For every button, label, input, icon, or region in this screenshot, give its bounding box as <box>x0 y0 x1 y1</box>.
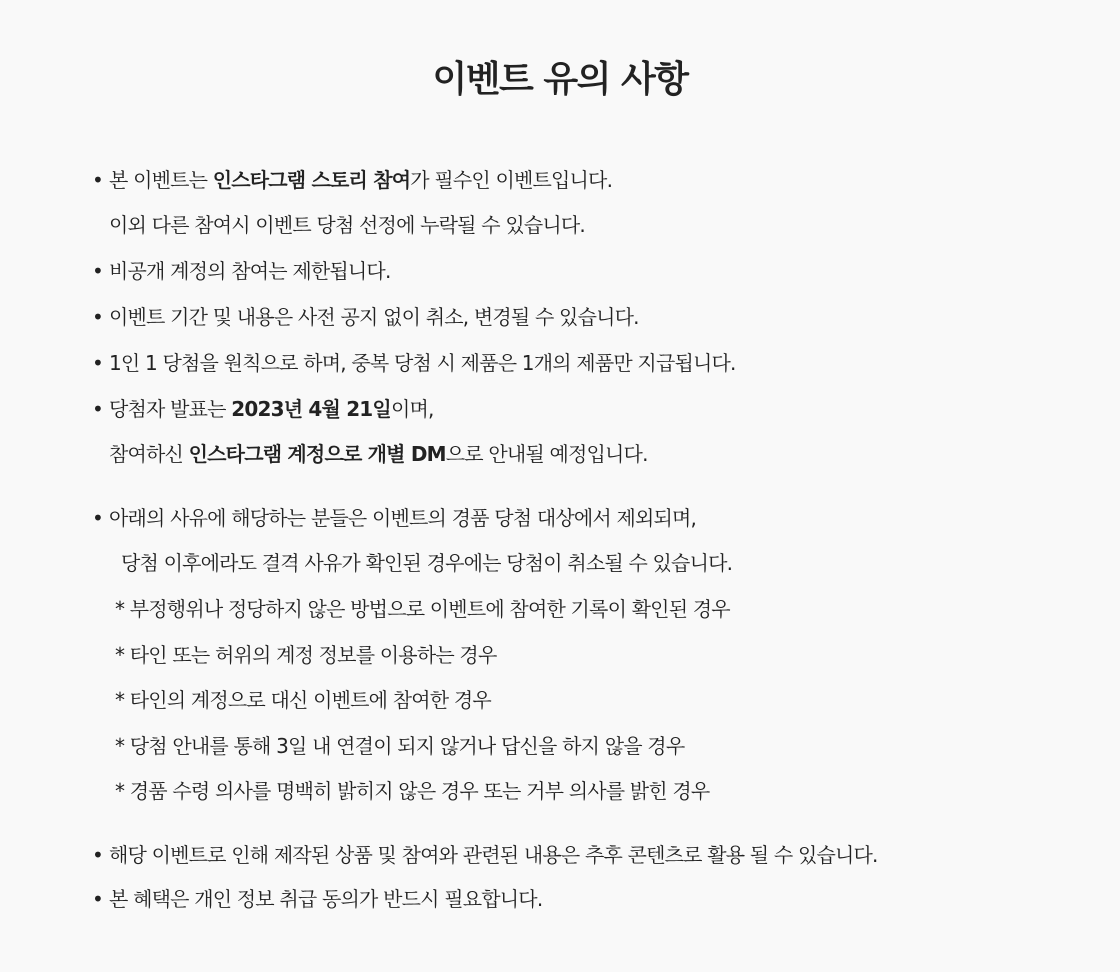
notice-item-story-required: • 본 이벤트는 인스타그램 스토리 참여가 필수인 이벤트입니다. <box>92 157 1102 203</box>
notice-item-one-per-person: • 1인 1 당첨을 원칙으로 하며, 중복 당첨 시 제품은 1개의 제품만 지급됩니다. <box>92 340 1102 386</box>
bullet: • <box>92 506 104 530</box>
notice-item-disqualification-cont: 당첨 이후에라도 결격 사유가 확인된 경우에는 당첨이 취소될 수 있습니다. <box>121 551 733 575</box>
bullet: • <box>92 168 104 192</box>
notice-item-disqualification: • 아래의 사유에 해당하는 분들은 이벤트의 경품 당첨 대상에서 제외되며, <box>92 495 1102 541</box>
bullet: • <box>92 351 104 375</box>
highlight-date: 2023년 4월 21일 <box>231 397 391 421</box>
disqualification-reason: * 부정행위나 정당하지 않은 방법으로 이벤트에 참여한 기록이 확인된 경우 <box>115 597 730 621</box>
disqualification-reason: * 타인의 계정으로 대신 이벤트에 참여한 경우 <box>115 688 491 712</box>
disqualification-reason: * 경품 수령 의사를 명백히 밝히지 않은 경우 또는 거부 의사를 밝힌 경우 <box>115 779 710 803</box>
notice-item-schedule-change: • 이벤트 기간 및 내용은 사전 공지 없이 취소, 변경될 수 있습니다. <box>92 294 1102 340</box>
notice-item-winner-announcement-cont: 참여하신 인스타그램 계정으로 개별 DM으로 안내될 예정입니다. <box>109 442 648 466</box>
bullet: • <box>92 259 104 283</box>
highlight-story: 인스타그램 스토리 참여 <box>212 168 411 192</box>
notice-item-privacy-consent: • 본 혜택은 개인 정보 취급 동의가 반드시 필요합니다. <box>92 876 1102 922</box>
page-title: 이벤트 유의 사항 <box>432 59 688 100</box>
notice-item-private-account: • 비공개 계정의 참여는 제한됩니다. <box>92 248 1102 294</box>
notice-item-winner-announcement: • 당첨자 발표는 2023년 4월 21일이며, <box>92 386 1102 432</box>
bullet: • <box>92 397 104 421</box>
bullet: • <box>92 843 104 867</box>
disqualification-reason: * 타인 또는 허위의 계정 정보를 이용하는 경우 <box>115 643 497 667</box>
bullet: • <box>92 305 104 329</box>
bullet: • <box>92 887 104 911</box>
highlight-dm: 인스타그램 계정으로 개별 DM <box>188 442 446 466</box>
notice-item-story-required-cont: 이외 다른 참여시 이벤트 당첨 선정에 누락될 수 있습니다. <box>109 213 585 237</box>
notice-item-content-usage: • 해당 이벤트로 인해 제작된 상품 및 참여와 관련된 내용은 추후 콘텐츠로 활용 될 수 있습니다. <box>92 832 1102 878</box>
disqualification-reason: * 당첨 안내를 통해 3일 내 연결이 되지 않거나 답신을 하지 않을 경우 <box>115 734 685 758</box>
